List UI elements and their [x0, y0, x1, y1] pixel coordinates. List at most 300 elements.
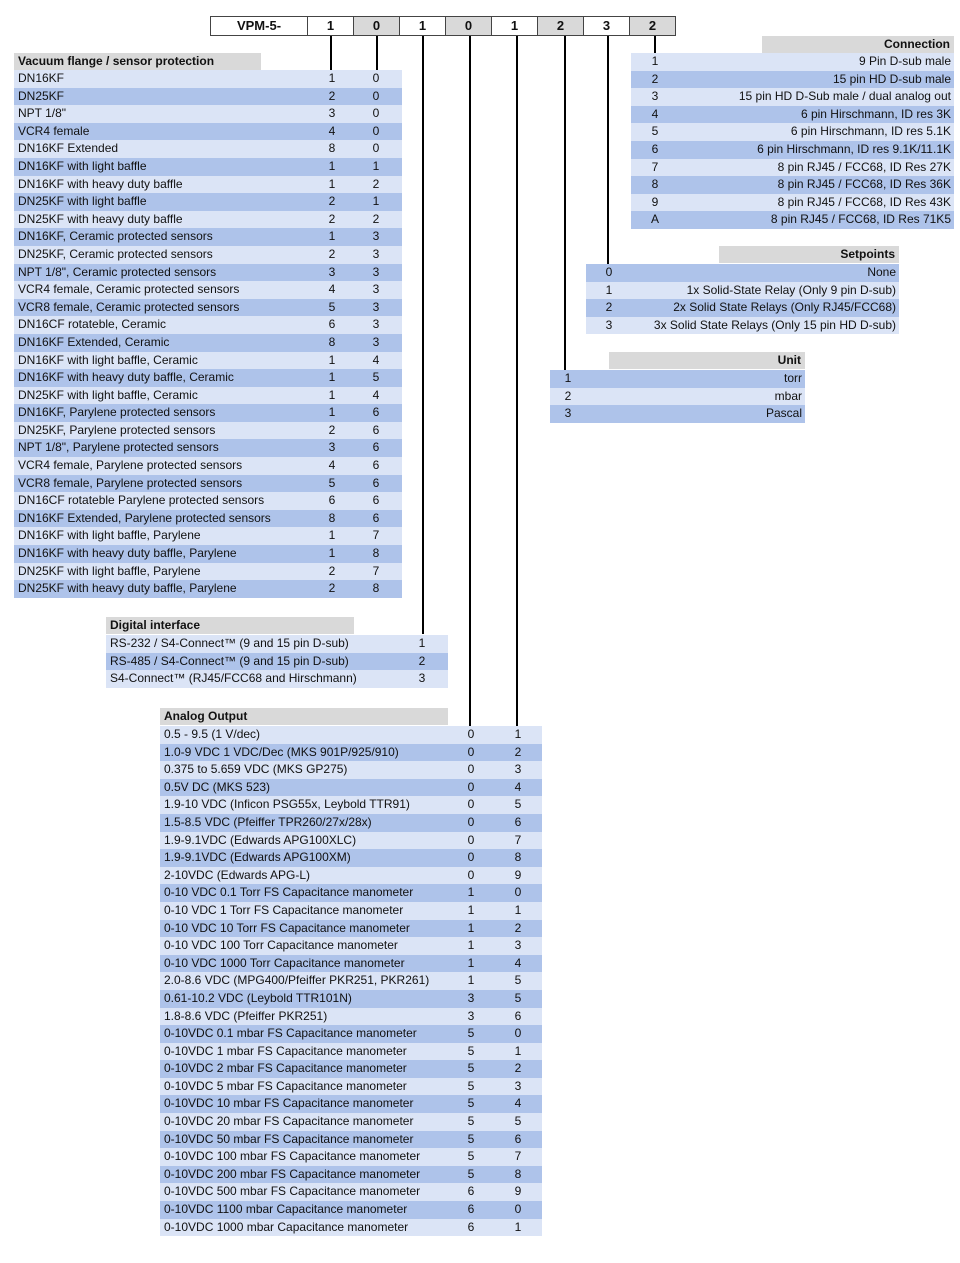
setpoints-row — [586, 317, 899, 335]
option-label: 1.5-8.5 VDC (Pfeiffer TPR260/27x/28x) — [164, 814, 372, 829]
option-label: 0-10VDC 1100 mbar Capacitance manometer — [164, 1202, 408, 1217]
option-label: DN25KF with heavy duty baffle — [18, 211, 183, 226]
option-label: 0.5V DC (MKS 523) — [164, 779, 271, 794]
option-label: DN16KF Extended, Parylene protected sensors — [18, 510, 271, 525]
connection-row — [631, 141, 954, 159]
option-label: DN16KF with heavy duty baffle, Ceramic — [18, 370, 234, 385]
option-code-digit-2: 0 — [514, 1202, 522, 1217]
option-code-digit-2: 7 — [514, 832, 522, 847]
option-code-digit-1: 3 — [328, 264, 336, 279]
analog-output-row — [160, 1008, 542, 1026]
connection-row — [631, 211, 954, 229]
option-label: DN25KF with light baffle, Ceramic — [18, 387, 198, 402]
option-code-digit-2: 3 — [514, 938, 522, 953]
option-label: 0.61-10.2 VDC (Leybold TTR101N) — [164, 990, 352, 1005]
analog-output-row — [160, 1043, 542, 1061]
option-label: DN25KF, Ceramic protected sensors — [18, 246, 213, 261]
option-code-digit-2: 6 — [372, 405, 380, 420]
connector-line-digit-4 — [469, 36, 471, 728]
option-label: 6 pin Hirschmann, ID res 5.1K — [790, 124, 951, 139]
option-code-digit-2: 0 — [514, 885, 522, 900]
option-code-digit-1: 5 — [467, 1043, 475, 1058]
option-code-digit-2: 0 — [372, 123, 380, 138]
connector-line-digit-1 — [330, 36, 332, 71]
option-code-digit-2: 4 — [514, 955, 522, 970]
part-number-bar — [210, 16, 676, 36]
option-code-digit-2: 0 — [372, 141, 380, 156]
option-label: torr — [784, 371, 802, 385]
option-label: DN16KF with light baffle, Ceramic — [18, 352, 198, 367]
option-code-digit-2: 3 — [372, 229, 380, 244]
vacuum-flange-row — [14, 193, 402, 211]
option-code-digit-2: 1 — [372, 158, 380, 173]
option-label: VCR4 female — [18, 123, 90, 138]
option-label: 8 pin RJ45 / FCC68, ID Res 71K5 — [770, 212, 951, 227]
part-digit-8: 2 — [629, 16, 676, 36]
part-digit-6: 2 — [537, 16, 584, 36]
option-label: 0.5 - 9.5 (1 V/dec) — [164, 727, 261, 741]
analog-output-row — [160, 744, 542, 762]
option-code-digit-2: 3 — [372, 264, 380, 279]
part-digit-4: 0 — [445, 16, 492, 36]
option-code-digit-2: 1 — [514, 727, 522, 741]
option-code-digit-1: 3 — [328, 440, 336, 455]
digital-interface-table — [106, 635, 448, 688]
option-code-digit-1: 2 — [328, 88, 336, 103]
option-code-digit-2: 8 — [372, 581, 380, 596]
vacuum-flange-row — [14, 387, 402, 405]
option-code: 7 — [651, 159, 659, 174]
option-code-digit-1: 0 — [467, 814, 475, 829]
analog-output-row — [160, 884, 542, 902]
analog-output-row — [160, 920, 542, 938]
option-code-digit-2: 4 — [514, 779, 522, 794]
analog-output-row — [160, 1131, 542, 1149]
option-label: DN25KF with light baffle — [18, 194, 147, 209]
option-code-digit-1: 1 — [467, 902, 475, 917]
analog-output-row — [160, 1166, 542, 1184]
analog-output-row — [160, 972, 542, 990]
option-code-digit-2: 0 — [514, 1026, 522, 1041]
option-code: 2 — [651, 71, 659, 86]
connector-line-digit-3 — [422, 36, 424, 634]
vacuum-flange-row — [14, 140, 402, 158]
option-code-digit-1: 0 — [467, 867, 475, 882]
option-code-digit-1: 1 — [467, 973, 475, 988]
option-code-digit-1: 8 — [328, 334, 336, 349]
analog-output-row — [160, 1025, 542, 1043]
option-label: DN25KF with light baffle, Parylene — [18, 563, 201, 578]
option-label: 0-10VDC 2 mbar FS Capacitance manometer — [164, 1061, 407, 1076]
option-code-digit-1: 1 — [328, 387, 336, 402]
vacuum-flange-row — [14, 439, 402, 457]
option-label: DN16CF rotateble, Ceramic — [18, 317, 167, 332]
option-code-digit-1: 6 — [467, 1202, 475, 1217]
option-code-digit-2: 2 — [514, 920, 522, 935]
option-label: 2x Solid State Relays (Only RJ45/FCC68) — [673, 300, 896, 315]
option-code: 1 — [564, 371, 572, 385]
option-code-digit-1: 6 — [467, 1184, 475, 1199]
option-code-digit-1: 2 — [328, 422, 336, 437]
option-label: 9 Pin D-sub male — [858, 54, 951, 68]
digital-interface-row — [106, 670, 448, 688]
option-code-digit-2: 7 — [514, 1149, 522, 1164]
option-label: DN16KF, Ceramic protected sensors — [18, 229, 213, 244]
option-label: DN16KF Extended — [18, 141, 119, 156]
analog-output-row — [160, 1219, 542, 1237]
digital-interface-row — [106, 635, 448, 653]
option-label: 0-10 VDC 1 Torr FS Capacitance manometer — [164, 902, 404, 917]
option-code-digit-2: 1 — [514, 1043, 522, 1058]
option-label: 2.0-8.6 VDC (MPG400/Pfeiffer PKR251, PKR261) — [164, 973, 430, 988]
option-code-digit-1: 6 — [328, 493, 336, 508]
option-label: 8 pin RJ45 / FCC68, ID Res 36K — [777, 177, 951, 192]
option-code-digit-2: 1 — [514, 902, 522, 917]
option-code-digit-2: 9 — [514, 1184, 522, 1199]
option-label: RS-485 / S4-Connect™ (9 and 15 pin D-sub) — [110, 653, 349, 668]
option-code-digit-1: 2 — [328, 563, 336, 578]
option-label: 0-10 VDC 10 Torr FS Capacitance manometer — [164, 920, 410, 935]
part-number-prefix: VPM-5- — [210, 16, 308, 36]
vacuum-flange-row — [14, 492, 402, 510]
vacuum-flange-row — [14, 334, 402, 352]
option-code-digit-1: 6 — [328, 317, 336, 332]
connection-row — [631, 88, 954, 106]
part-digit-5: 1 — [491, 16, 538, 36]
option-code-digit-1: 0 — [467, 779, 475, 794]
option-label: 6 pin Hirschmann, ID res 3K — [800, 106, 951, 121]
option-code-digit-2: 6 — [372, 493, 380, 508]
analog-output-title: Analog Output — [160, 708, 448, 725]
connection-row — [631, 123, 954, 141]
option-label: DN16KF Extended, Ceramic — [18, 334, 170, 349]
option-code: 4 — [651, 106, 659, 121]
option-label: DN16KF, Parylene protected sensors — [18, 405, 216, 420]
option-code-digit-2: 6 — [514, 1131, 522, 1146]
option-label: NPT 1/8" — [18, 106, 67, 121]
option-code-digit-1: 1 — [467, 955, 475, 970]
connection-row — [631, 106, 954, 124]
option-label: NPT 1/8", Parylene protected sensors — [18, 440, 219, 455]
connector-line-digit-6 — [564, 36, 566, 370]
option-code-digit-1: 8 — [328, 141, 336, 156]
option-code-digit-2: 5 — [514, 973, 522, 988]
option-code-digit-2: 2 — [514, 1061, 522, 1076]
unit-row — [550, 405, 805, 423]
vacuum-flange-row — [14, 88, 402, 106]
vacuum-flange-row — [14, 211, 402, 229]
connector-line-digit-7 — [607, 36, 609, 264]
option-label: DN25KF with heavy duty baffle, Parylene — [18, 581, 237, 596]
option-label: mbar — [774, 388, 802, 403]
option-label: 0-10 VDC 0.1 Torr FS Capacitance manometer — [164, 885, 414, 900]
analog-output-row — [160, 902, 542, 920]
option-label: 0-10VDC 1 mbar FS Capacitance manometer — [164, 1043, 407, 1058]
option-label: 0-10VDC 5 mbar FS Capacitance manometer — [164, 1078, 407, 1093]
option-code-digit-1: 4 — [328, 458, 336, 473]
option-label: 0-10VDC 1000 mbar Capacitance manometer — [164, 1219, 409, 1234]
option-label: 0-10 VDC 1000 Torr Capacitance manometer — [164, 955, 405, 970]
option-code-digit-2: 1 — [372, 194, 380, 209]
option-code-digit-2: 7 — [372, 563, 380, 578]
option-label: 3x Solid State Relays (Only 15 pin HD D-sub) — [653, 317, 896, 332]
option-code-digit-1: 1 — [328, 528, 336, 543]
vacuum-flange-row — [14, 457, 402, 475]
option-label: None — [867, 265, 896, 279]
option-code-digit: 2 — [418, 653, 426, 668]
option-code-digit-2: 3 — [372, 282, 380, 297]
option-label: 1.0-9 VDC 1 VDC/Dec (MKS 901P/925/910) — [164, 744, 399, 759]
option-code: 2 — [605, 300, 613, 315]
option-code-digit-1: 0 — [467, 727, 475, 741]
option-code-digit-1: 0 — [467, 762, 475, 777]
option-code-digit-2: 0 — [372, 106, 380, 121]
connection-row — [631, 194, 954, 212]
vacuum-flange-row — [14, 246, 402, 264]
analog-output-row — [160, 1113, 542, 1131]
option-code-digit-1: 4 — [328, 123, 336, 138]
unit-row — [550, 388, 805, 406]
option-code-digit-1: 0 — [467, 850, 475, 865]
option-code-digit-1: 5 — [467, 1131, 475, 1146]
option-code-digit-2: 8 — [514, 1166, 522, 1181]
analog-output-row — [160, 990, 542, 1008]
option-code-digit-1: 6 — [467, 1219, 475, 1234]
option-code: 3 — [651, 89, 659, 104]
option-code-digit-2: 8 — [372, 546, 380, 561]
option-code: A — [650, 212, 659, 227]
analog-output-row — [160, 867, 542, 885]
option-label: VCR4 female, Ceramic protected sensors — [18, 282, 240, 297]
vacuum-flange-table — [14, 70, 402, 598]
option-code-digit-1: 5 — [328, 299, 336, 314]
vacuum-flange-row — [14, 316, 402, 334]
connector-line-digit-5 — [516, 36, 518, 728]
connection-row — [631, 159, 954, 177]
analog-output-row — [160, 1060, 542, 1078]
vacuum-flange-row — [14, 510, 402, 528]
option-code-digit-2: 0 — [372, 88, 380, 103]
option-code-digit-1: 5 — [467, 1078, 475, 1093]
option-code-digit-2: 4 — [372, 387, 380, 402]
option-code-digit-2: 2 — [372, 176, 380, 191]
unit-title: Unit — [609, 352, 805, 369]
option-code-digit-1: 1 — [328, 176, 336, 191]
option-code-digit-1: 3 — [328, 106, 336, 121]
option-label: 0-10VDC 200 mbar FS Capacitance manometer — [164, 1166, 421, 1181]
option-code-digit-2: 1 — [514, 1219, 522, 1234]
vacuum-flange-row — [14, 105, 402, 123]
connection-title: Connection — [762, 36, 954, 53]
option-label: 8 pin RJ45 / FCC68, ID Res 27K — [777, 159, 951, 174]
connector-line-digit-2 — [376, 36, 378, 71]
option-code-digit-2: 5 — [372, 370, 380, 385]
option-code-digit-1: 1 — [328, 352, 336, 367]
option-code-digit-2: 8 — [514, 850, 522, 865]
unit-row — [550, 370, 805, 388]
analog-output-row — [160, 761, 542, 779]
vacuum-flange-row — [14, 299, 402, 317]
option-label: 0-10VDC 0.1 mbar FS Capacitance manometer — [164, 1026, 417, 1041]
option-code-digit-2: 6 — [372, 475, 380, 490]
option-code-digit-1: 3 — [467, 990, 475, 1005]
analog-output-row — [160, 779, 542, 797]
vacuum-flange-row — [14, 580, 402, 598]
option-label: DN16CF rotateble Parylene protected sensors — [18, 493, 265, 508]
setpoints-row — [586, 264, 899, 282]
analog-output-row — [160, 1201, 542, 1219]
option-code-digit-2: 9 — [514, 867, 522, 882]
option-code-digit-2: 6 — [372, 422, 380, 437]
setpoints-row — [586, 299, 899, 317]
setpoints-title: Setpoints — [719, 246, 899, 263]
part-digit-3: 1 — [399, 16, 446, 36]
option-label: VCR8 female, Parylene protected sensors — [18, 475, 243, 490]
option-code: 8 — [651, 177, 659, 192]
connection-row — [631, 71, 954, 89]
option-code-digit-2: 3 — [514, 762, 522, 777]
option-code-digit-2: 3 — [372, 317, 380, 332]
vacuum-flange-row — [14, 422, 402, 440]
option-code-digit-1: 2 — [328, 581, 336, 596]
option-code-digit-2: 3 — [372, 246, 380, 261]
option-label: S4-Connect™ (RJ45/FCC68 and Hirschmann) — [110, 671, 357, 686]
unit-table — [550, 370, 805, 423]
part-digit-1: 1 — [307, 16, 354, 36]
analog-output-row — [160, 726, 542, 744]
option-label: 8 pin RJ45 / FCC68, ID Res 43K — [777, 194, 951, 209]
option-label: 0-10VDC 100 mbar FS Capacitance manometer — [164, 1149, 421, 1164]
part-digit-7: 3 — [583, 16, 630, 36]
option-label: 15 pin HD D-Sub male / dual analog out — [738, 89, 951, 104]
option-label: Pascal — [765, 406, 802, 421]
option-code-digit-2: 4 — [372, 352, 380, 367]
option-label: 0-10VDC 10 mbar FS Capacitance manometer — [164, 1096, 414, 1111]
option-code: 1 — [605, 282, 613, 297]
vacuum-flange-row — [14, 352, 402, 370]
option-code-digit-2: 2 — [514, 744, 522, 759]
setpoints-table — [586, 264, 899, 334]
option-code-digit-1: 1 — [328, 71, 336, 85]
option-code-digit-2: 3 — [514, 1078, 522, 1093]
analog-output-row — [160, 1183, 542, 1201]
connection-row — [631, 176, 954, 194]
option-label: 1.9-9.1VDC (Edwards APG100XLC) — [164, 832, 357, 847]
analog-output-row — [160, 832, 542, 850]
option-label: 0-10VDC 50 mbar FS Capacitance manometer — [164, 1131, 414, 1146]
option-label: 0-10VDC 20 mbar FS Capacitance manometer — [164, 1114, 414, 1129]
vacuum-flange-row — [14, 527, 402, 545]
option-code-digit-2: 0 — [372, 71, 380, 85]
vacuum-flange-row — [14, 545, 402, 563]
vacuum-flange-row — [14, 404, 402, 422]
option-code-digit-2: 5 — [514, 990, 522, 1005]
option-label: DN16KF — [18, 71, 65, 85]
option-label: DN16KF with heavy duty baffle — [18, 176, 183, 191]
option-code-digit-1: 5 — [467, 1166, 475, 1181]
option-label: VCR8 female, Ceramic protected sensors — [18, 299, 240, 314]
option-code-digit-1: 1 — [467, 938, 475, 953]
option-code-digit-2: 3 — [372, 334, 380, 349]
option-label: 15 pin HD D-sub male — [832, 71, 951, 86]
option-code-digit: 1 — [418, 636, 426, 650]
option-code-digit-1: 1 — [328, 229, 336, 244]
option-code-digit-1: 1 — [467, 885, 475, 900]
vacuum-flange-title: Vacuum flange / sensor protection — [14, 53, 261, 70]
option-label: 0-10 VDC 100 Torr Capacitance manometer — [164, 938, 398, 953]
option-code-digit-1: 1 — [467, 920, 475, 935]
option-label: 1.8-8.6 VDC (Pfeiffer PKR251) — [164, 1008, 328, 1023]
option-label: VCR4 female, Parylene protected sensors — [18, 458, 243, 473]
part-digit-2: 0 — [353, 16, 400, 36]
vacuum-flange-row — [14, 176, 402, 194]
option-code-digit-2: 5 — [514, 1114, 522, 1129]
option-code: 9 — [651, 194, 659, 209]
option-code-digit-1: 5 — [467, 1026, 475, 1041]
option-label: DN25KF — [18, 88, 65, 103]
option-code-digit-1: 2 — [328, 246, 336, 261]
vacuum-flange-row — [14, 70, 402, 88]
option-code: 0 — [605, 265, 613, 279]
vacuum-flange-row — [14, 563, 402, 581]
option-code: 3 — [605, 317, 613, 332]
option-code-digit-2: 2 — [372, 211, 380, 226]
option-code-digit-2: 4 — [514, 1096, 522, 1111]
option-label: 0.375 to 5.659 VDC (MKS GP275) — [164, 762, 348, 777]
vacuum-flange-row — [14, 281, 402, 299]
option-label: DN25KF, Parylene protected sensors — [18, 422, 216, 437]
option-code-digit-2: 6 — [514, 1008, 522, 1023]
analog-output-row — [160, 814, 542, 832]
connector-line-digit-8 — [654, 36, 656, 54]
option-label: NPT 1/8", Ceramic protected sensors — [18, 264, 217, 279]
analog-output-row — [160, 849, 542, 867]
option-code: 1 — [651, 54, 659, 68]
vacuum-flange-row — [14, 264, 402, 282]
option-code-digit-1: 2 — [328, 194, 336, 209]
connection-table — [631, 53, 954, 229]
option-code-digit-1: 1 — [328, 546, 336, 561]
option-code-digit-2: 6 — [372, 458, 380, 473]
option-code-digit-1: 3 — [467, 1008, 475, 1023]
option-code-digit-1: 8 — [328, 510, 336, 525]
option-code-digit-1: 0 — [467, 797, 475, 812]
option-code-digit-1: 0 — [467, 744, 475, 759]
option-label: 2-10VDC (Edwards APG-L) — [164, 867, 311, 882]
option-code-digit-2: 3 — [372, 299, 380, 314]
analog-output-row — [160, 1148, 542, 1166]
digital-interface-title: Digital interface — [106, 617, 354, 634]
analog-output-row — [160, 955, 542, 973]
option-code-digit-1: 5 — [467, 1114, 475, 1129]
option-code-digit-1: 1 — [328, 405, 336, 420]
setpoints-row — [586, 282, 899, 300]
option-code-digit-1: 5 — [467, 1061, 475, 1076]
analog-output-row — [160, 796, 542, 814]
option-code-digit-1: 5 — [328, 475, 336, 490]
option-code-digit-1: 5 — [467, 1096, 475, 1111]
option-code-digit-1: 1 — [328, 158, 336, 173]
analog-output-row — [160, 1078, 542, 1096]
vacuum-flange-row — [14, 228, 402, 246]
option-label: DN16KF with light baffle — [18, 158, 147, 173]
option-code-digit-1: 2 — [328, 211, 336, 226]
option-code-digit-2: 6 — [372, 440, 380, 455]
option-code-digit-1: 5 — [467, 1149, 475, 1164]
option-label: 0-10VDC 500 mbar FS Capacitance manometer — [164, 1184, 421, 1199]
option-label: 1x Solid-State Relay (Only 9 pin D-sub) — [686, 282, 896, 297]
analog-output-row — [160, 1095, 542, 1113]
